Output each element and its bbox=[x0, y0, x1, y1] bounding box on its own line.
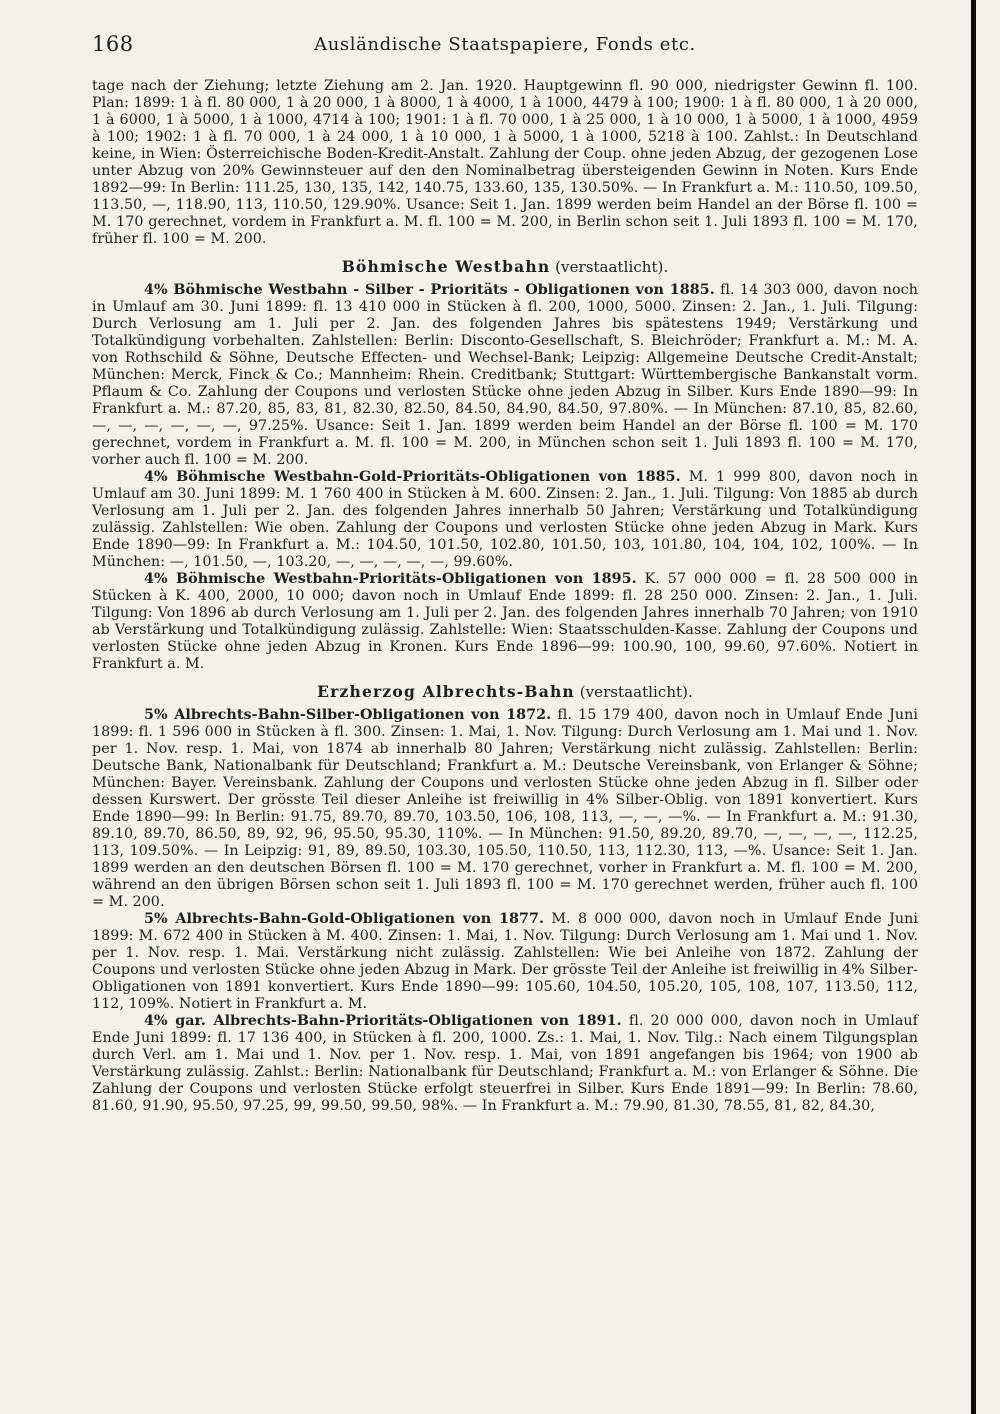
entry-title: 5% Albrechts-Bahn-Gold-Obligationen von 1877. bbox=[144, 911, 544, 927]
entry-title: 4% Böhmische Westbahn-Gold-Prioritäts-Obligationen von 1885. bbox=[144, 469, 681, 485]
section-heading-boehmische-westbahn bbox=[92, 258, 918, 276]
entry-title: 4% Böhmische Westbahn - Silber - Prioritäts - Obligationen von 1885. bbox=[144, 282, 715, 298]
section-title: Böhmische Westbahn bbox=[341, 257, 551, 276]
paragraph-continuation bbox=[92, 78, 918, 248]
running-title: Ausländische Staatspapiere, Fonds etc. bbox=[314, 34, 696, 55]
entry-text: fl. 15 179 400, davon noch in Umlauf Ende Juni 1899: fl. 1 596 000 in Stücken à fl. 300. Zinsen: 1. Mai, 1. Nov. Tilgung: Durch Verlosung am 1. Mai und 1. Nov. per 1. Nov. resp. 1. Mai, von 1874 ab innerhalb 80 Jahren; Verstärkung nicht zulässig. Zahlstellen: Berlin: Deutsche Bank, Nationalbank für Deutschland; Frankfurt a. M.: Deutsche Vereinsbank, von Erlanger & Söhne; München: Bayer. Vereinsbank. Zahlung der Coupons und verlosten Stücke ohne jeden Abzug in fl. Silber oder dessen Kurswert. Der grösste Teil dieser Anleihe ist freiwillig in 4% Silber-Oblig. von 1891 konvertiert. Kurs Ende 1890—99: In Berlin: 91.75, 89.70, 89.70, 103.50, 106, 108, 113, —, —, —%. — In Frankfurt a. M.: 91.30, 89.10, 89.70, 86.50, 89, 92, 96, 95.50, 95.30, 110%. — In München: 91.50, 89.20, 89.70, —, —, —, —, 112.25, 113, 109.50%. — In Leipzig: 91, 89, 89.50, 103.30, 105.50, 110.50, 113, 112.30, 113, —%. Usance: Seit 1. Jan. 1899 werden an den deutschen Börsen fl. 100 = M. 170 gerechnet, vorher in Frankfurt a. M. fl. 100 = M. 200, während an den übrigen Börsen schon seit 1. Juli 1893 fl. 100 = M. 170 gerechnet werden, früher auch fl. 100 = M. 200. bbox=[92, 707, 918, 910]
section-title: Erzherzog Albrechts-Bahn bbox=[317, 682, 575, 701]
entry-bw-1895 bbox=[92, 571, 918, 673]
entry-title: 4% gar. Albrechts-Bahn-Prioritäts-Obligationen von 1891. bbox=[144, 1013, 622, 1029]
entry-text: fl. 20 000 000, davon noch in Umlauf Ende Juni 1899: fl. 17 136 400, in Stücken à fl. 200, 1000. Zs.: 1. Mai, 1. Nov. Tilg.: Nach einem Tilgungsplan durch Verl. am 1. Mai und 1. Nov. per 1. Nov. resp. 1. Mai, von 1891 angefangen bis 1964; von 1900 ab Verstärkung zulässig. Zahlst.: Berlin: Nationalbank für Deutschland; Frankfurt a. M.: von Erlanger & Söhne. Die Zahlung der Coupons und verlosten Stücke erfolgt steuerfrei in Silber. Kurs Ende 1891—99: In Berlin: 78.60, 81.60, 91.90, 95.50, 97.25, 99, 99.50, 99.50, 98%. — In Frankfurt a. M.: 79.90, 81.30, 78.55, 81, 82, 84.30, bbox=[92, 1013, 918, 1114]
entry-ab-gold-1877 bbox=[92, 911, 918, 1013]
scan-edge-line bbox=[971, 0, 976, 1414]
entry-ab-1891 bbox=[92, 1013, 918, 1115]
body-text bbox=[92, 78, 918, 1115]
entry-bw-silber-1885 bbox=[92, 282, 918, 469]
section-note: (verstaatlicht). bbox=[555, 258, 669, 276]
entry-text: fl. 14 303 000, davon noch in Umlauf am 30. Juni 1899: fl. 13 410 000 in Stücken à fl. 200, 1000, 5000. Zinsen: 2. Jan., 1. Juli. Tilgung: Durch Verlosung am 1. Juli per 2. Jan. des folgenden Jahres bis spätestens 1949; Verstärkung und Totalkündigung vorbehalten. Zahlstellen: Berlin: Disconto-Gesellschaft, S. Bleichröder; Frankfurt a. M.: M. A. von Rothschild & Söhne, Deutsche Effecten- und Wechsel-Bank; Leipzig: Allgemeine Deutsche Credit-Anstalt; München: Merck, Finck & Co.; Mannheim: Rhein. Creditbank; Stuttgart: Württembergische Bankanstalt vorm. Pflaum & Co. Zahlung der Coupons und verlosten Stücke ohne jeden Abzug in Silber. Kurs Ende 1890—99: In Frankfurt a. M.: 87.20, 85, 83, 81, 82.30, 82.50, 84.50, 84.90, 84.50, 97.80%. — In München: 87.10, 85, 82.60, —, —, —, —, —, —, 97.25%. Usance: Seit 1. Jan. 1899 werden beim Handel an der Börse fl. 100 = M. 170 gerechnet, vordem in Frankfurt a. M. fl. 100 = M. 200, in München schon seit 1. Juli 1893 fl. 100 = M. 170, vorher auch fl. 100 = M. 200. bbox=[92, 282, 918, 468]
entry-text: M. 8 000 000, davon noch in Umlauf Ende Juni 1899: M. 672 400 in Stücken à M. 400. Zinsen: 1. Mai, 1. Nov. Tilgung: Durch Verlosung am 1. Mai und 1. Nov. per 1. Nov. resp. 1. Mai. Verstärkung nicht zulässig. Zahlstellen: Wie bei Anleihe von 1872. Zahlung der Coupons und verlosten Stücke ohne jeden Abzug in Mark. Der grösste Teil der Anleihe ist freiwillig in 4% Silber-Obligationen von 1891 konvertiert. Kurs Ende 1890—99: 105.60, 104.50, 105.20, 105, 108, 107, 113.50, 112, 112, 109%. Notiert in Frankfurt a. M. bbox=[92, 911, 919, 1012]
entry-ab-silber-1872 bbox=[92, 707, 918, 911]
entry-title: 5% Albrechts-Bahn-Silber-Obligationen von 1872. bbox=[144, 707, 552, 723]
entry-text: K. 57 000 000 = fl. 28 500 000 in Stücken à K. 400, 2000, 10 000; davon noch in Umlauf Ende 1899: fl. 28 250 000. Zinsen: 2. Jan., 1. Juli. Tilgung: Von 1896 ab durch Verlosung am 1. Juli per 2. Jan. des folgenden Jahres innerhalb 70 Jahren; von 1910 ab Verstärkung und Totalkündigung zulässig. Zahlstelle: Wien: Staatsschulden-Kasse. Zahlung der Coupons und verlosten Stücke ohne jeden Abzug in Kronen. Kurs Ende 1896—99: 100.90, 100, 99.60, 97.60%. Notiert in Frankfurt a. M. bbox=[92, 571, 918, 672]
section-note: (verstaatlicht). bbox=[579, 683, 693, 701]
page-number: 168 bbox=[92, 32, 134, 56]
section-heading-erzherzog-albrechts-bahn bbox=[92, 683, 918, 701]
entry-text: M. 1 999 800, davon noch in Umlauf am 30. Juni 1899: M. 1 760 400 in Stücken à M. 600. Zinsen: 2. Jan., 1. Juli. Tilgung: Von 1885 ab durch Verlosung am 1. Juli per 2. Jan. des folgenden Jahres innerhalb 50 Jahren; Verstärkung und Totalkündigung zulässig. Zahlstellen: Wie oben. Zahlung der Coupons und verlosten Stücke ohne jeden Abzug in Mark. Kurs Ende 1890—99: In Frankfurt a. M.: 104.50, 101.50, 102.80, 101.50, 103, 101.80, 104, 104, 102, 100%. — In München: —, 101.50, —, 103.20, —, —, —, —, —, 99.60%. bbox=[92, 469, 918, 570]
entry-title: 4% Böhmische Westbahn-Prioritäts-Obligationen von 1895. bbox=[144, 571, 637, 587]
entry-bw-gold-1885 bbox=[92, 469, 918, 571]
paragraph-text: tage nach der Ziehung; letzte Ziehung am 2. Jan. 1920. Hauptgewinn fl. 90 000, niedrigster Gewinn fl. 100. Plan: 1899: 1 à fl. 80 000, 1 à 20 000, 1 à 8000, 1 à 4000, 1 à 1000, 4479 à 100; 1900: 1 à fl. 80 000, 1 à 20 000, 1 à 6000, 1 à 5000, 1 à 1000, 4714 à 100; 1901: 1 à fl. 70 000, 1 à 25 000, 1 à 10 000, 1 à 5000, 1 à 1000, 4959 à 100; 1902: 1 à fl. 70 000, 1 à 24 000, 1 à 10 000, 1 à 5000, 1 à 1000, 5218 à 100. Zahlst.: In Deutschland keine, in Wien: Österreichische Boden-Kredit-Anstalt. Zahlung der Coup. ohne jeden Abzug, der gezogenen Lose unter Abzug von 20% Gewinnsteuer auf den den Nominalbetrag übersteigenden Gewinn in Noten. Kurs Ende 1892—99: In Berlin: 111.25, 130, 135, 142, 140.75, 133.60, 135, 130.50%. — In Frankfurt a. M.: 110.50, 109.50, 113.50, —, 118.90, 113, 110.50, 129.90%. Usance: Seit 1. Jan. 1899 werden beim Handel an der Börse fl. 100 = M. 170 gerechnet, vordem in Frankfurt a. M. fl. 100 = M. 200, in Berlin schon seit 1. Juli 1893 fl. 100 = M. 170, früher fl. 100 = M. 200. bbox=[92, 78, 918, 247]
page-header bbox=[92, 32, 918, 62]
